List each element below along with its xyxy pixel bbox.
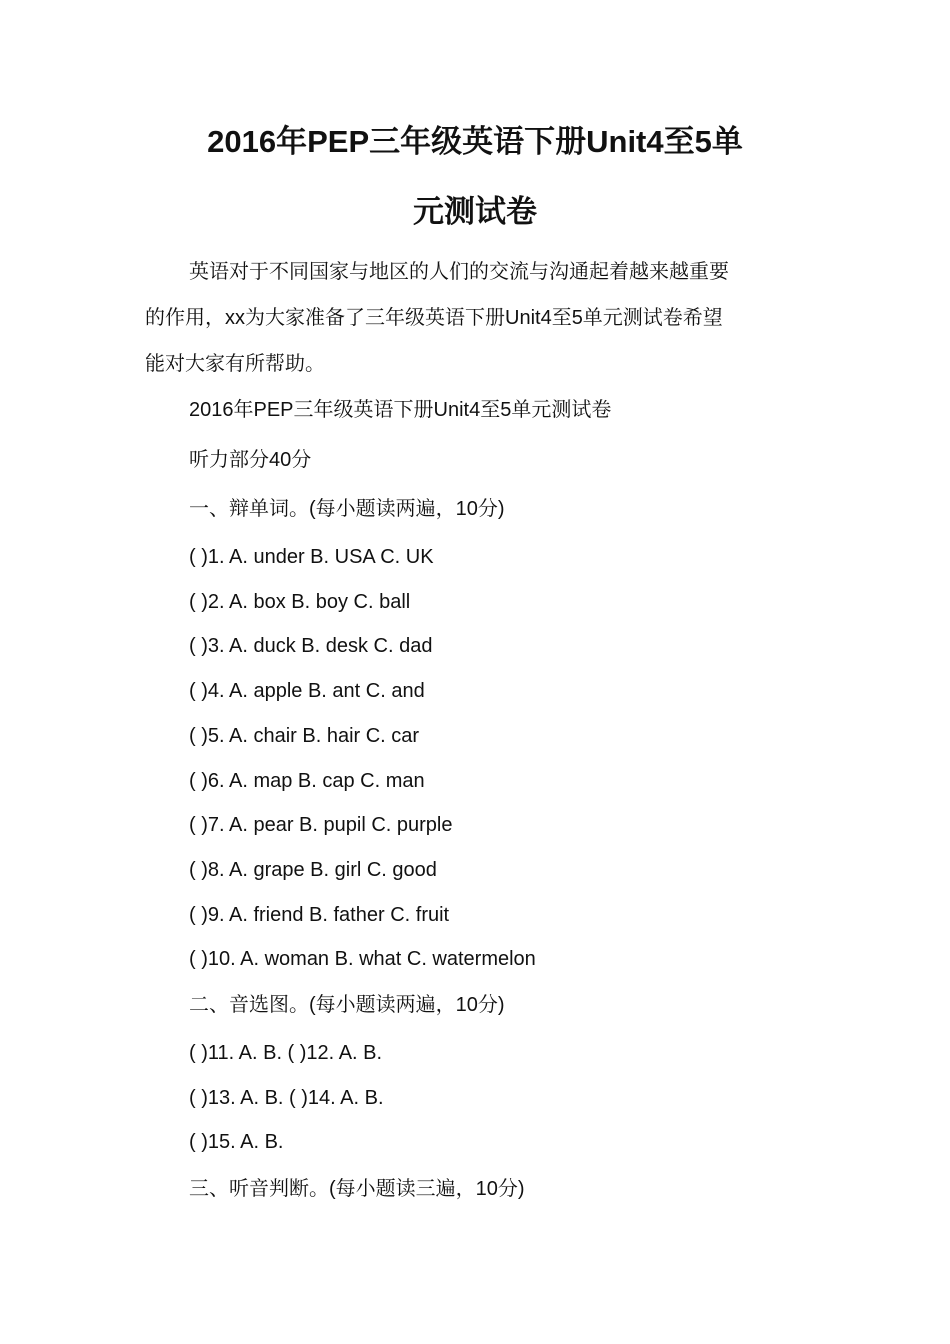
question-item: ( )6. A. map B. cap C. man (189, 770, 425, 792)
question-item: ( )7. A. pear B. pupil C. purple (189, 814, 453, 836)
intro-paragraph-line-3: 能对大家有所帮助。 (145, 353, 325, 375)
document-title-line-2: 元测试卷 (413, 194, 537, 229)
question-item: ( )5. A. chair B. hair C. car (189, 725, 420, 747)
intro-paragraph-line-2: 的作用，xx为大家准备了三年级英语下册Unit4至5单元测试卷希望 (145, 307, 723, 329)
document-title-line-1: 2016年PEP三年级英语下册Unit4至5单 (207, 124, 743, 159)
question-item: ( )1. A. under B. USA C. UK (189, 546, 434, 568)
section-1-heading: 一、辩单词。(每小题读两遍，10分) (189, 498, 505, 520)
question-item: ( )4. A. apple B. ant C. and (189, 680, 425, 702)
question-item: ( )2. A. box B. boy C. ball (189, 591, 411, 613)
question-item: ( )15. A. B. (189, 1131, 284, 1153)
section-3-heading: 三、听音判断。(每小题读三遍，10分) (189, 1178, 525, 1200)
section-2-heading: 二、音选图。(每小题读两遍，10分) (189, 994, 505, 1016)
question-item: ( )10. A. woman B. what C. watermelon (189, 948, 536, 970)
listening-part-heading: 听力部分40分 (189, 449, 312, 471)
intro-paragraph-line-1: 英语对于不同国家与地区的人们的交流与沟通起着越来越重要 (189, 261, 729, 283)
question-item: ( )9. A. friend B. father C. fruit (189, 904, 450, 926)
question-item: ( )8. A. grape B. girl C. good (189, 859, 437, 881)
question-item: ( )13. A. B. ( )14. A. B. (189, 1087, 384, 1109)
subtitle: 2016年PEP三年级英语下册Unit4至5单元测试卷 (189, 399, 612, 421)
question-item: ( )3. A. duck B. desk C. dad (189, 635, 433, 657)
question-item: ( )11. A. B. ( )12. A. B. (189, 1042, 383, 1064)
